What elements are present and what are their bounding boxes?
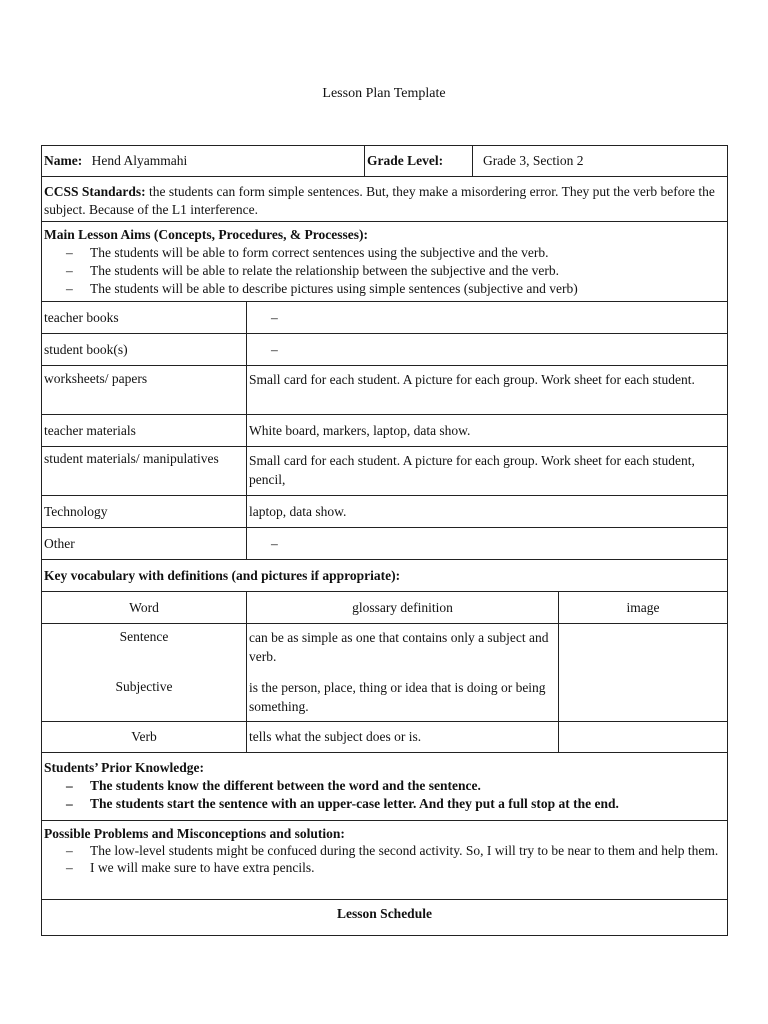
material-row [42, 366, 728, 415]
material-label: student book(s) [42, 334, 247, 366]
prior-knowledge-label: Students’ Prior Knowledge: [44, 760, 204, 775]
problems-cell [42, 821, 728, 900]
name-label: Name: [44, 153, 83, 168]
prior-knowledge-item: – The students know the different between the word and the sentence. [66, 778, 481, 793]
material-label: worksheets/ papers [42, 366, 247, 415]
material-row [42, 447, 728, 496]
material-value: Small card for each student. A picture for each group. Work sheet for each student, pencil, [247, 447, 728, 496]
aims-cell [42, 222, 728, 302]
vocab-definition: tells what the subject does or is. [247, 722, 559, 753]
material-value: – [247, 528, 728, 560]
material-row [42, 302, 728, 334]
vocab-definition: is the person, place, thing or idea that is doing or being something. [249, 680, 546, 714]
material-label: Other [42, 528, 247, 560]
ccss-label: CCSS Standards: [44, 184, 146, 199]
vocab-image-cell [559, 722, 728, 753]
aims-label: Main Lesson Aims (Concepts, Procedures, & Processes): [44, 227, 368, 242]
vocab-word: Verb [42, 722, 247, 753]
material-label: teacher materials [42, 415, 247, 447]
vocab-col-word: Word [42, 592, 247, 624]
material-value: laptop, data show. [247, 496, 728, 528]
problems-item: – I we will make sure to have extra pencils. [66, 860, 315, 875]
vocab-heading-row [42, 560, 728, 592]
ccss-text: the students can form simple sentences. But, they make a misordering error. They put the verb before the subject. Because of the L1 interference. [44, 184, 715, 217]
vocab-header-row [42, 592, 728, 624]
name-cell [42, 146, 365, 177]
aims-list [44, 244, 725, 298]
aims-row [42, 222, 728, 302]
vocab-word: Sentence [119, 629, 169, 644]
material-value: – [247, 302, 728, 334]
vocab-row [42, 722, 728, 753]
header-row [42, 146, 728, 177]
vocab-word: Subjective [115, 679, 173, 694]
problems-item: – The low-level students might be confuced during the second activity. So, I will try to be near to them and help them. [66, 843, 719, 858]
material-value: – [247, 334, 728, 366]
prior-knowledge-list [44, 777, 725, 813]
material-row [42, 415, 728, 447]
vocab-words-cell [42, 624, 247, 722]
vocab-heading: Key vocabulary with definitions (and pictures if appropriate): [42, 560, 728, 592]
vocab-definitions-cell [247, 624, 559, 722]
schedule-row [42, 900, 728, 936]
problems-label: Possible Problems and Misconceptions and solution: [44, 826, 345, 841]
lesson-plan-table [41, 145, 728, 936]
material-row [42, 496, 728, 528]
aims-item: – The students will be able to relate the relationship between the subjective and the verb. [66, 263, 559, 278]
prior-knowledge-row [42, 753, 728, 821]
prior-knowledge-cell [42, 753, 728, 821]
grade-value: Grade 3, Section 2 [473, 146, 728, 177]
page-title: Lesson Plan Template [322, 86, 446, 101]
aims-item: – The students will be able to form correct sentences using the subjective and the verb. [66, 245, 549, 260]
ccss-cell [42, 177, 728, 222]
material-label: teacher books [42, 302, 247, 334]
vocab-definition: can be as simple as one that contains only a subject and verb. [249, 630, 549, 664]
material-label: student materials/ manipulatives [42, 447, 247, 496]
ccss-row [42, 177, 728, 222]
vocab-image-cell [559, 624, 728, 722]
grade-label: Grade Level: [365, 146, 473, 177]
material-value: Small card for each student. A picture for each group. Work sheet for each student. [247, 366, 728, 415]
prior-knowledge-item: – The students start the sentence with an upper-case letter. And they put a full stop at the end. [66, 796, 619, 811]
schedule-heading: Lesson Schedule [42, 900, 728, 936]
material-row [42, 528, 728, 560]
vocab-col-definition: glossary definition [247, 592, 559, 624]
material-label: Technology [42, 496, 247, 528]
material-value: White board, markers, laptop, data show. [247, 415, 728, 447]
problems-list [44, 842, 725, 876]
vocab-rows [42, 624, 728, 722]
material-row [42, 334, 728, 366]
vocab-col-image: image [559, 592, 728, 624]
aims-item: – The students will be able to describe pictures using simple sentences (subjective and verb) [66, 281, 578, 296]
name-value: Hend Alyammahi [91, 153, 188, 168]
problems-row [42, 821, 728, 900]
